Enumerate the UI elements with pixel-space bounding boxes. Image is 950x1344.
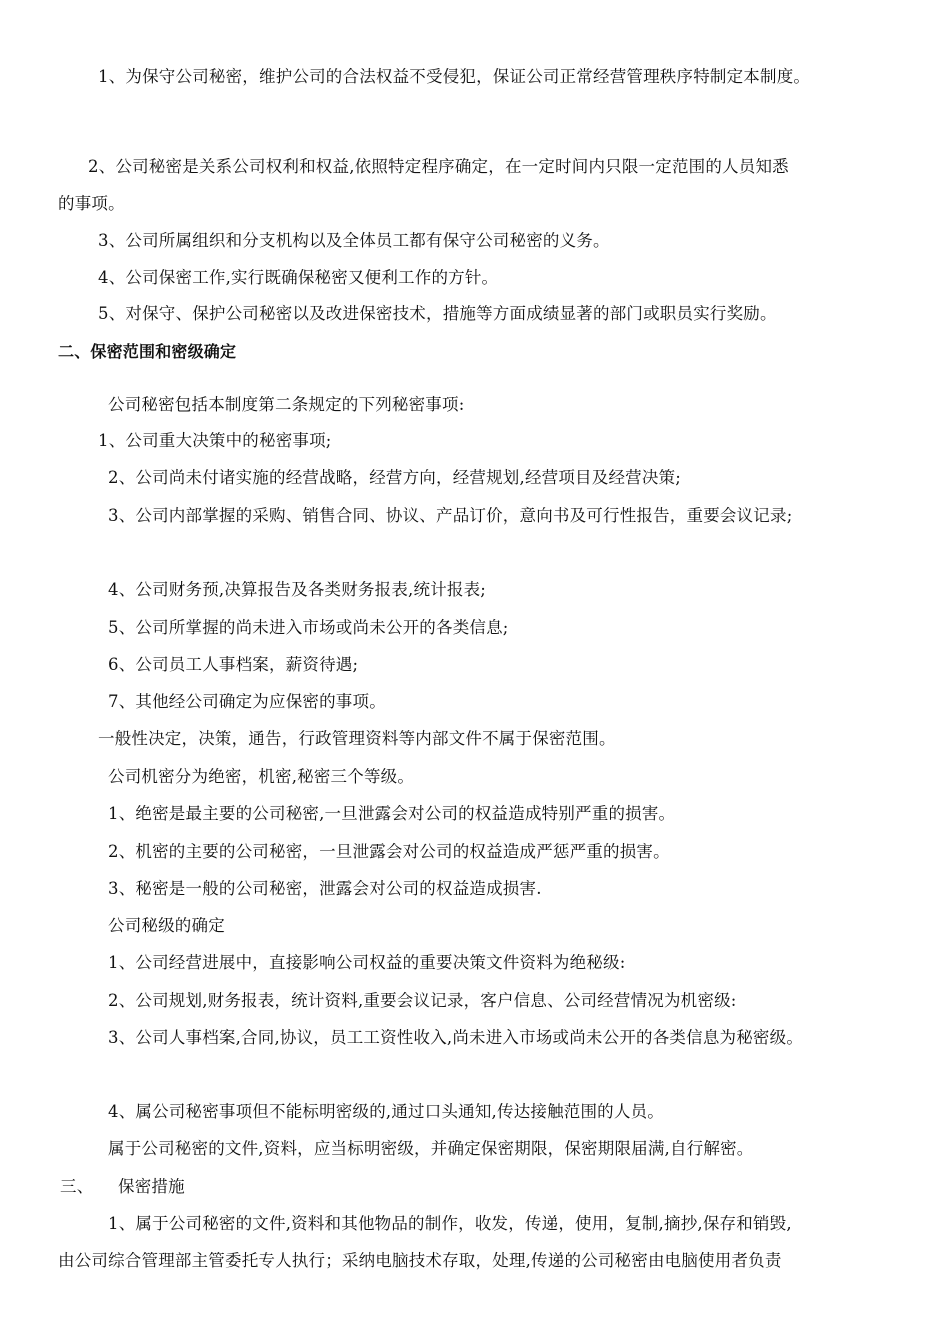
paragraph-line-6: 公司秘密包括本制度第二条规定的下列秘密事项: bbox=[108, 395, 465, 414]
rank-item-3: 3、公司人事档案,合同,协议，员工工资性收入,尚未进入市场或尚未公开的各类信息为秘密级。 bbox=[108, 1028, 804, 1047]
level-item-2: 2、机密的主要的公司秘密，一旦泄露会对公司的权益造成严惩严重的损害。 bbox=[108, 842, 670, 861]
paragraph-line-11: 1、属于公司秘密的文件,资料和其他物品的制作，收发，传递，使用，复制,摘抄,保存和销毁, bbox=[108, 1214, 792, 1233]
list-item-6: 6、公司员工人事档案，薪资待遇; bbox=[108, 655, 359, 674]
paragraph-line-5: 5、对保守、保护公司秘密以及改进保密技术，措施等方面成绩显著的部门或职员实行奖励。 bbox=[98, 304, 777, 323]
list-item-7: 7、其他经公司确定为应保密的事项。 bbox=[108, 692, 386, 711]
paragraph-line-2: 2、公司秘密是关系公司权利和权益,依照特定程序确定，在一定时间内只限一定范围的人员知悉 bbox=[88, 157, 789, 176]
section-number-3: 三、 bbox=[60, 1177, 94, 1196]
paragraph-line-2-cont: 的事项。 bbox=[58, 194, 125, 213]
section-heading-2: 二、保密范围和密级确定 bbox=[58, 342, 237, 361]
paragraph-line-11-cont: 由公司综合管理部主管委托专人执行；采纳电脑技术存取，处理,传递的公司秘密由电脑使用者负责 bbox=[58, 1251, 782, 1270]
section-title-3: 保密措施 bbox=[118, 1177, 185, 1196]
rank-item-2: 2、公司规划,财务报表，统计资料,重要会议记录，客户信息、公司经营情况为机密级: bbox=[108, 991, 737, 1010]
paragraph-line-8: 公司机密分为绝密，机密,秘密三个等级。 bbox=[108, 767, 415, 786]
level-item-3: 3、秘密是一般的公司秘密，泄露会对公司的权益造成损害. bbox=[108, 879, 542, 898]
paragraph-line-4: 4、公司保密工作,实行既确保秘密又便利工作的方针。 bbox=[98, 268, 499, 287]
list-item-3: 3、公司内部掌握的采购、销售合同、协议、产品订价，意向书及可行性报告，重要会议记录; bbox=[108, 506, 793, 525]
paragraph-line-3: 3、公司所属组织和分支机构以及全体员工都有保守公司秘密的义务。 bbox=[98, 231, 610, 250]
paragraph-line-1: 1、为保守公司秘密，维护公司的合法权益不受侵犯，保证公司正常经营管理秩序特制定本制度。 bbox=[98, 67, 811, 86]
list-item-2: 2、公司尚未付诸实施的经营战略，经营方向，经营规划,经营项目及经营决策; bbox=[108, 468, 682, 487]
paragraph-line-10: 属于公司秘密的文件,资料，应当标明密级，并确定保密期限，保密期限届满,自行解密。 bbox=[108, 1139, 754, 1158]
paragraph-line-7: 一般性决定，决策，通告，行政管理资料等内部文件不属于保密范围。 bbox=[98, 729, 616, 748]
rank-item-4: 4、属公司秘密事项但不能标明密级的,通过口头通知,传达接触范围的人员。 bbox=[108, 1102, 664, 1121]
list-item-1: 1、公司重大决策中的秘密事项; bbox=[98, 431, 332, 450]
list-item-5: 5、公司所掌握的尚未进入市场或尚未公开的各类信息; bbox=[108, 618, 509, 637]
list-item-4: 4、公司财务预,决算报告及各类财务报表,统计报表; bbox=[108, 580, 487, 599]
level-item-1: 1、绝密是最主要的公司秘密,一旦泄露会对公司的权益造成特别严重的损害。 bbox=[108, 804, 676, 823]
paragraph-line-9: 公司秘级的确定 bbox=[108, 916, 225, 935]
rank-item-1: 1、公司经营进展中，直接影响公司权益的重要决策文件资料为绝秘级: bbox=[108, 953, 626, 972]
